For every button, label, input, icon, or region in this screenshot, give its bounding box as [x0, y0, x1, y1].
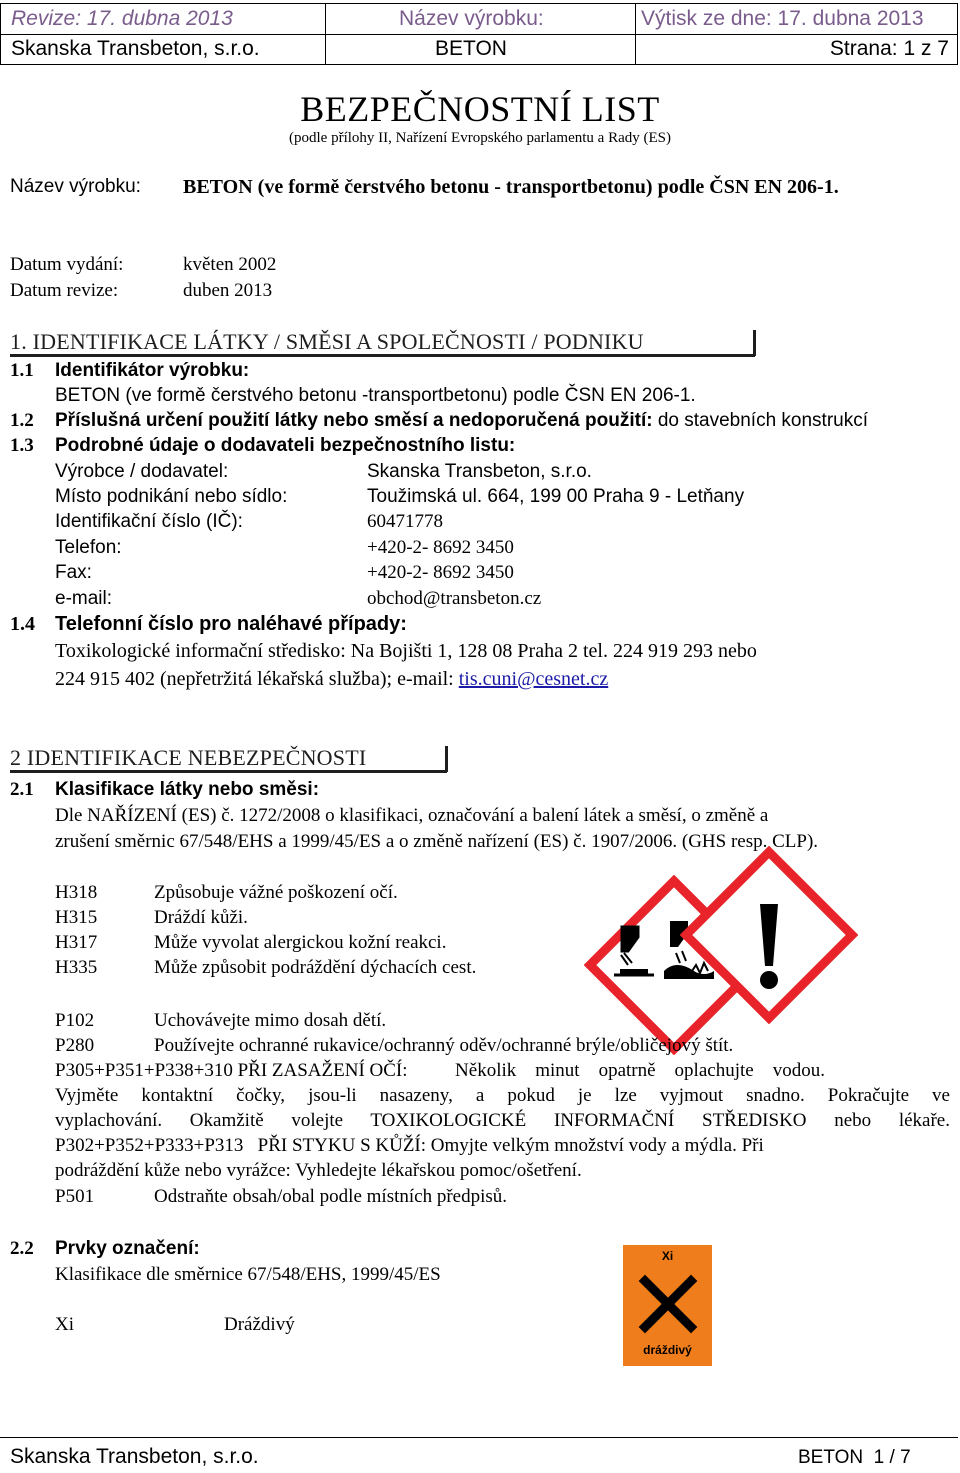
xi-symbol-label-bottom: dráždivý [643, 1343, 692, 1357]
footer-product-page: BETON 1 / 7 [798, 1447, 911, 1468]
p305-line3: vyplachování. Okamžitě volejte TOXIKOLOGICKÉ INFORMAČNÍ STŘEDISKO nebo lékaře. [55, 1110, 950, 1131]
tis-email-link[interactable]: tis.cuni@cesnet.cz [458, 668, 609, 690]
header-table [0, 3, 958, 65]
p102-text: Uchovávejte mimo dosah dětí. [154, 1010, 387, 1031]
h-code: H317 [55, 932, 98, 953]
s11-title: Identifikátor výrobku: [55, 360, 250, 381]
supplier-label: Výrobce / dodavatel: [55, 461, 229, 482]
p302-line1: P302+P352+P333+P313 PŘI STYKU S KŮŽÍ: Omyjte velkým množství vody a mýdla. Při [55, 1135, 764, 1156]
s12-line [55, 410, 868, 432]
section2-heading-edge [445, 746, 448, 772]
s21-number: 2.1 [10, 779, 34, 800]
header-print-date: Výtisk ze dne: 17. dubna 2013 [641, 7, 924, 30]
s14-title: Telefonní číslo pro naléhavé případy: [55, 613, 407, 635]
s12-value: do stavebních konstrukcí [657, 410, 869, 431]
p280-code: P280 [55, 1035, 95, 1056]
s13-number: 1.3 [10, 435, 34, 456]
fax-value: +420-2- 8692 3450 [367, 562, 514, 583]
issue-date-label: Datum vydání: [10, 254, 124, 275]
footer-rule [0, 1437, 958, 1438]
h-code: H315 [55, 907, 98, 928]
xi-symbol-label-top: Xi [661, 1249, 674, 1263]
header-column-divider [635, 4, 636, 64]
product-label: Název výrobku: [10, 176, 141, 197]
header-divider [1, 34, 957, 35]
header-column-divider [325, 4, 326, 64]
h-code: H318 [55, 882, 98, 903]
xi-text: Dráždivý [224, 1314, 295, 1335]
section1-underline [10, 354, 755, 357]
address-label: Místo podnikání nebo sídlo: [55, 486, 288, 507]
phone-value: +420-2- 8692 3450 [367, 537, 514, 558]
issue-date-value: květen 2002 [183, 254, 277, 275]
header-revision: Revize: 17. dubna 2013 [11, 7, 233, 30]
section2-underline [10, 770, 447, 773]
s13-title: Podrobné údaje o dodavateli bezpečnostního listu: [55, 435, 516, 456]
document-title: BEZPEČNOSTNÍ LIST [300, 89, 660, 129]
email-label: e-mail: [55, 588, 113, 609]
company-id-value: 60471778 [367, 511, 443, 532]
address-value-text: Toužimská ul. 664, 199 00 Praha 9 - Letňany [367, 486, 745, 507]
header-product: BETON [435, 37, 507, 60]
s14-line2-text: 224 915 402 (nepřetržitá lékařská služba); e-mail: [55, 668, 459, 690]
s12-title: Příslušná určení použití látky nebo směsí a nedoporučená použití: [55, 410, 653, 431]
p305-line2: Vyjměte kontaktní čočky, jsou-li nasazeny, a pokud je lze vyjmout snadno. Pokračujte ve [55, 1085, 950, 1106]
s21-line2: zrušení směrnic 67/548/EHS a 1999/45/ES a o změně nařízení (ES) č. 1907/2006. (GHS resp. CLP). [55, 831, 819, 852]
h-text: Dráždí kůži. [154, 907, 248, 928]
xi-irritant-symbol-icon [623, 1245, 712, 1366]
p302-line2: podráždění kůže nebo vyrážce: Vyhledejte lékařskou pomoc/ošetření. [55, 1160, 582, 1181]
p501-code: P501 [55, 1186, 95, 1207]
h-code: H335 [55, 957, 98, 978]
p305-line1: P305+P351+P338+310 PŘI ZASAŽENÍ OČÍ: Několik minut opatrně oplachujte vodou. [55, 1060, 825, 1081]
revision-date-value: duben 2013 [183, 280, 273, 301]
header-company: Skanska Transbeton, s.r.o. [11, 37, 260, 60]
section1-heading-edge [753, 330, 756, 356]
s11-text: BETON (ve formě čerstvého betonu -transportbetonu) podle ČSN EN 206-1. [55, 385, 696, 406]
s22-text: Klasifikace dle směrnice 67/548/EHS, 1999/45/ES [55, 1264, 441, 1285]
supplier-value: Skanska Transbeton, s.r.o. [367, 461, 592, 482]
p280-text: Používejte ochranné rukavice/ochranný oděv/ochranné brýle/obličejový štít. [154, 1035, 734, 1056]
s12-number: 1.2 [10, 410, 34, 431]
header-product-label: Název výrobku: [399, 7, 544, 30]
revision-date-label: Datum revize: [10, 280, 119, 301]
s14-line1: Toxikologické informační středisko: Na Bojišti 1, 128 08 Praha 2 tel. 224 919 293 nebo [55, 640, 757, 662]
h-text: Může vyvolat alergickou kožní reakci. [154, 932, 447, 953]
section2-heading: 2 IDENTIFIKACE NEBEZPEČNOSTI [10, 745, 367, 770]
h-text: Může způsobit podráždění dýchacích cest. [154, 957, 477, 978]
xi-code: Xi [55, 1314, 74, 1335]
s22-number: 2.2 [10, 1238, 34, 1259]
p501-text: Odstraňte obsah/obal podle místních předpisů. [154, 1186, 508, 1207]
phone-label: Telefon: [55, 537, 122, 558]
product-value: BETON (ve formě čerstvého betonu - transportbetonu) podle ČSN EN 206-1. [183, 176, 839, 198]
section1-heading: 1. IDENTIFIKACE LÁTKY / SMĚSI A SPOLEČNOSTI / PODNIKU [10, 329, 644, 354]
x-cross-icon [637, 1273, 699, 1335]
s14-number: 1.4 [10, 613, 35, 635]
header-page: Strana: 1 z 7 [829, 37, 949, 60]
h-text: Způsobuje vážné poškození očí. [154, 882, 398, 903]
s11-number: 1.1 [10, 360, 34, 381]
s14-line2 [55, 668, 608, 691]
p102-code: P102 [55, 1010, 95, 1031]
s21-line1: Dle NAŘÍZENÍ (ES) č. 1272/2008 o klasifikaci, označování a balení látek a směsí, o změně a [55, 805, 769, 826]
exclamation-pictogram-icon [680, 846, 858, 1024]
s21-title: Klasifikace látky nebo směsi: [55, 779, 320, 800]
s22-title: Prvky označení: [55, 1238, 200, 1259]
email-value[interactable]: obchod@transbeton.cz [367, 588, 542, 609]
fax-label: Fax: [55, 562, 92, 583]
company-id-label: Identifikační číslo (IČ): [55, 511, 243, 532]
document-subtitle: (podle přílohy II, Nařízení Evropského parlamentu a Rady (ES) [289, 130, 671, 146]
footer-company: Skanska Transbeton, s.r.o. [10, 1445, 259, 1468]
address-value [367, 486, 744, 508]
